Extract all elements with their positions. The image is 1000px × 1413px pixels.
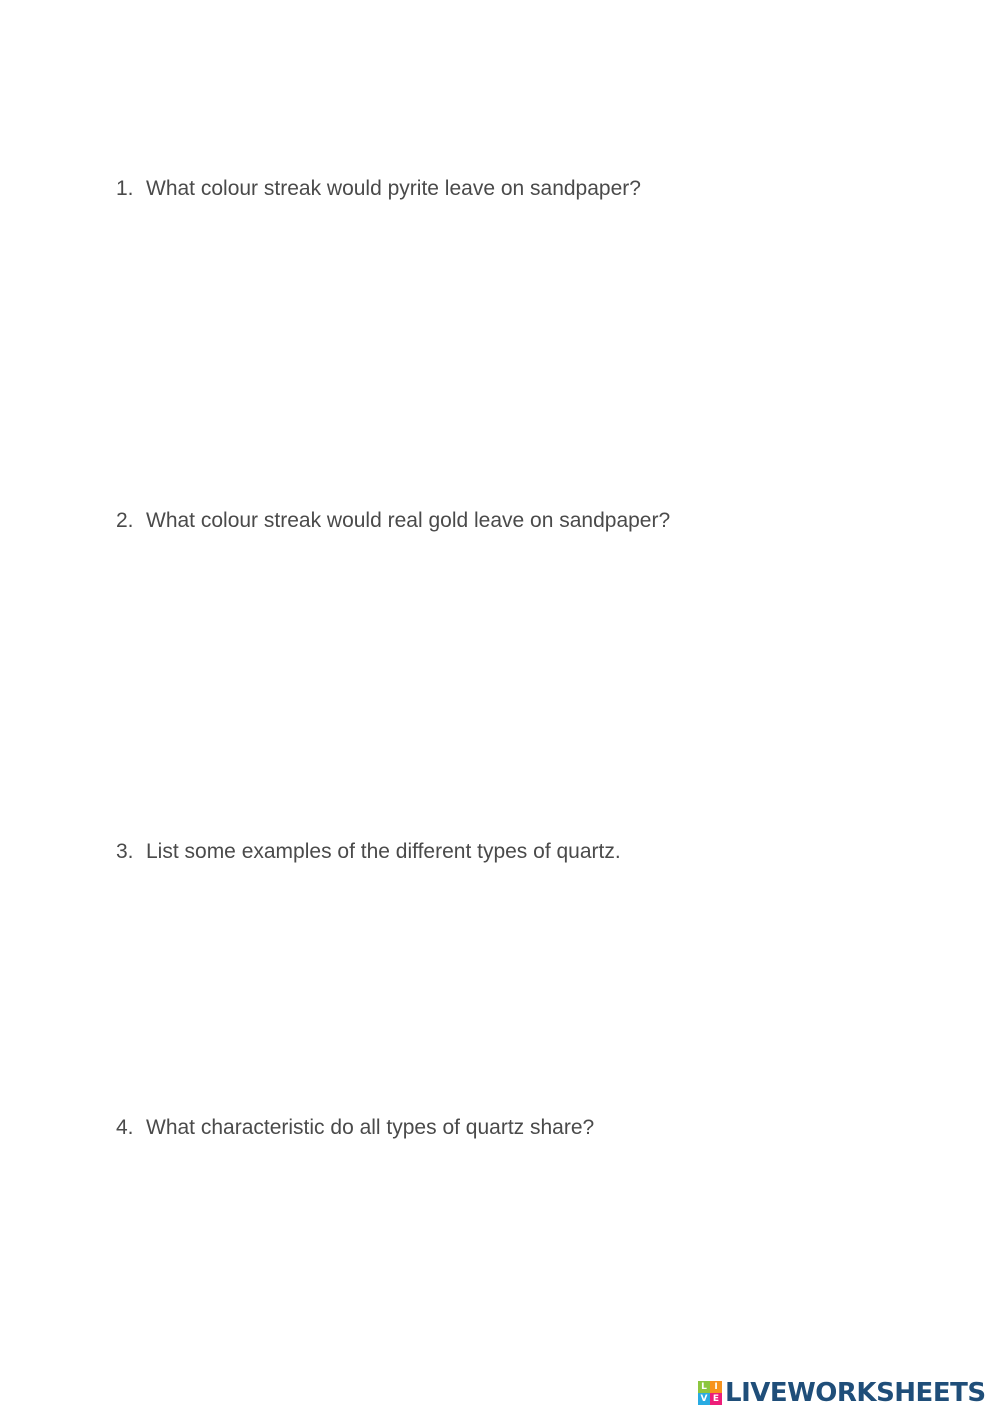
question-number: 3.: [116, 840, 134, 863]
question-number: 4.: [116, 1116, 134, 1139]
logo-tile-i: I: [710, 1381, 722, 1393]
question-4: [116, 1115, 594, 1141]
question-text: What colour streak would pyrite leave on sandpaper?: [146, 177, 641, 200]
question-number: 2.: [116, 509, 134, 532]
question-1: [116, 176, 641, 202]
logo-tile-l: L: [698, 1381, 710, 1393]
logo-tile-e: E: [710, 1393, 722, 1405]
question-text: What characteristic do all types of quartz share?: [146, 1116, 595, 1139]
live-icon: [698, 1381, 722, 1405]
question-number: 1.: [116, 177, 134, 200]
question-text: List some examples of the different types of quartz.: [146, 840, 621, 863]
question-2: [116, 508, 670, 534]
liveworksheets-logo: [698, 1378, 986, 1408]
logo-tile-v: V: [698, 1393, 710, 1405]
question-3: [116, 839, 621, 865]
logo-text: LIVEWORKSHEETS: [725, 1378, 986, 1408]
question-text: What colour streak would real gold leave on sandpaper?: [146, 509, 671, 532]
